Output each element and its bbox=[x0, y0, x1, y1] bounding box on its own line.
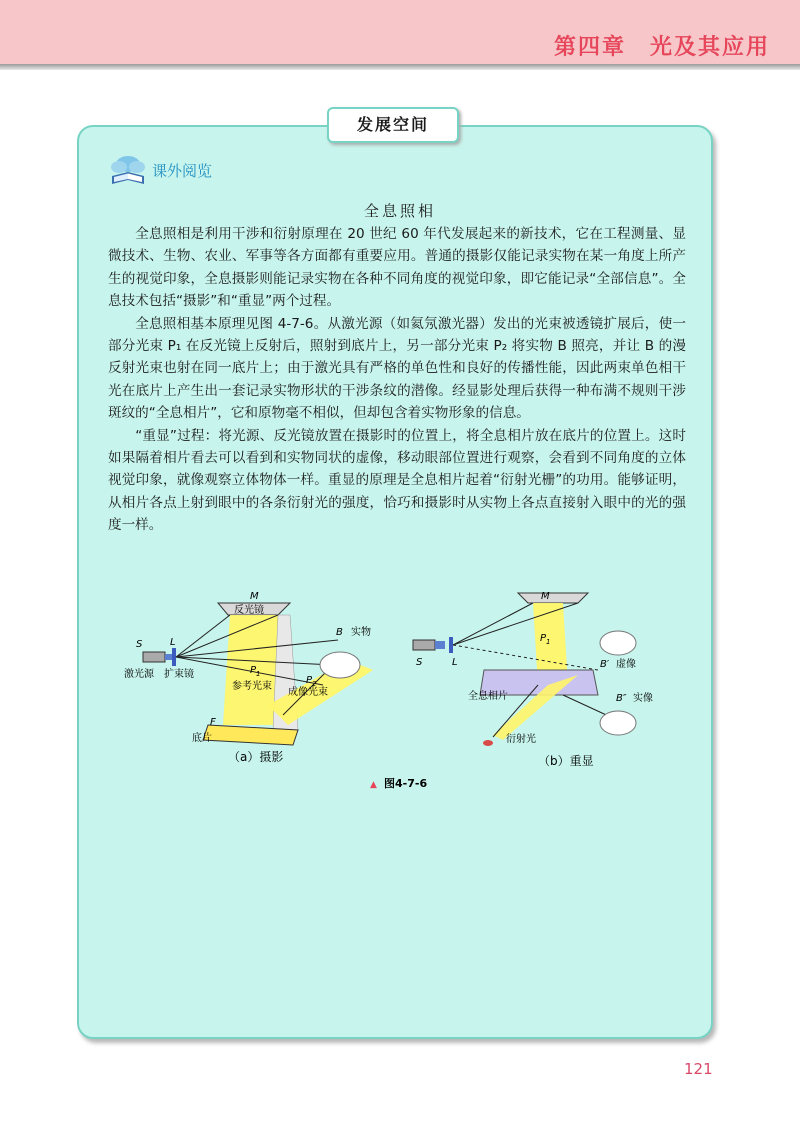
label-S: S bbox=[136, 639, 143, 650]
chapter-title: 第四章 光及其应用 bbox=[553, 35, 770, 60]
caption-a: （a）摄影 bbox=[228, 750, 284, 764]
reading-label: 课外阅览 bbox=[152, 161, 213, 180]
label-b-M: M bbox=[541, 591, 550, 602]
label-plate: 底片 bbox=[192, 733, 212, 744]
label-Bpp: B″ bbox=[616, 693, 627, 704]
hologram-diagram bbox=[108, 585, 686, 805]
label-P2: $P_2$ bbox=[306, 675, 317, 688]
lens-b bbox=[449, 637, 453, 653]
cat-object bbox=[320, 652, 360, 678]
label-B: B bbox=[336, 627, 343, 638]
virtual-cat bbox=[600, 631, 636, 655]
label-hologram: 全息相片 bbox=[468, 691, 508, 702]
label-source: 激光源 bbox=[124, 669, 154, 680]
paragraph: 全息照相是利用干涉和衍射原理在 20 世纪 60 年代发展起来的新技术，它在工程测量、显微技术、生物、农业、军事等各方面都有重要应用。普通的摄影仅能记录实物在某一角度上所产生的视觉印象，全息摄影则能记录实物在各种不同角度的视觉印象，即它能记录“全部信息”。全息技术包括“摄影”和“重显”两个过程。 bbox=[108, 226, 686, 310]
label-b-P1: $P_1$ bbox=[540, 633, 551, 646]
label-L: L bbox=[170, 637, 176, 648]
paragraph: “重显”过程：将光源、反光镜放置在摄影时的位置上，将全息相片放在底片的位置上。这时如果隔着相片看去可以看到和实物同状的虚像，移动眼部位置进行观察，会看到不同角度的立体视觉印象，就像观察立体物体一样。重显的原理是全息相片起着“衍射光栅”的功用。能够证明，从相片各点上射到眼中的各条衍射光的强度，恰巧和摄影时从实物上各点直接射入眼中的光的强度一样。 bbox=[108, 427, 686, 534]
page-number: 121 bbox=[684, 1060, 713, 1078]
reading-badge bbox=[108, 150, 212, 190]
label-object: 实物 bbox=[351, 627, 371, 638]
figure-a bbox=[124, 591, 373, 764]
eye-icon bbox=[483, 740, 493, 746]
section-tab: 发展空间 bbox=[327, 107, 459, 143]
laser-b bbox=[413, 640, 435, 650]
figure-4-7-6 bbox=[108, 585, 686, 805]
figure-b bbox=[413, 591, 653, 768]
label-diffracted: 衍射光 bbox=[506, 734, 536, 745]
expander-lens bbox=[172, 648, 176, 666]
label-img-beam: 成像光束 bbox=[288, 687, 328, 698]
label-b-S: S bbox=[416, 657, 423, 668]
label-mirror: 反光镜 bbox=[234, 605, 264, 616]
paragraph: 全息照相基本原理见图 4-7-6。从激光源（如氦氖激光器）发出的光束被透镜扩展后，使一部分光束 P₁ 在反光镜上反射后，照射到底片上，另一部分光束 P₂ 将实物 B 照亮，并让 B 的漫反射光束也射在同一底片上；由于激光具有严格的单色性和良好的传播性能，因此两束单色相干光在底片上产生出一套记录实物形状的干涉条纹的潜像。经显影处理后获得一种布满不规则干涉斑纹的“全息相片”，它和原物毫不相似，但却包含着实物形象的信息。 bbox=[108, 315, 686, 422]
label-ref-beam: 参考光束 bbox=[232, 681, 272, 692]
label-M: M bbox=[250, 591, 259, 602]
mirror-b-shape bbox=[518, 593, 588, 603]
label-expander: 扩束镜 bbox=[164, 669, 194, 680]
label-F: F bbox=[210, 717, 216, 728]
caption-b: （b）重显 bbox=[538, 754, 594, 768]
label-P1: $P_1$ bbox=[250, 665, 261, 678]
label-virtual: 虚像 bbox=[616, 659, 636, 670]
label-real: 实像 bbox=[633, 693, 653, 704]
figure-label: 图4-7-6 bbox=[384, 777, 428, 790]
header-shadow bbox=[0, 64, 800, 70]
laser-source-shape bbox=[143, 652, 165, 662]
label-b-L: L bbox=[452, 657, 458, 668]
article-body bbox=[108, 223, 686, 537]
book-cloud-icon bbox=[108, 152, 148, 188]
real-cat bbox=[600, 711, 636, 735]
article-title: 全息照相 bbox=[363, 202, 436, 220]
label-Bp: B′ bbox=[600, 659, 610, 670]
laser-b-tip bbox=[435, 641, 445, 649]
figure-marker: ▲ bbox=[370, 780, 377, 790]
